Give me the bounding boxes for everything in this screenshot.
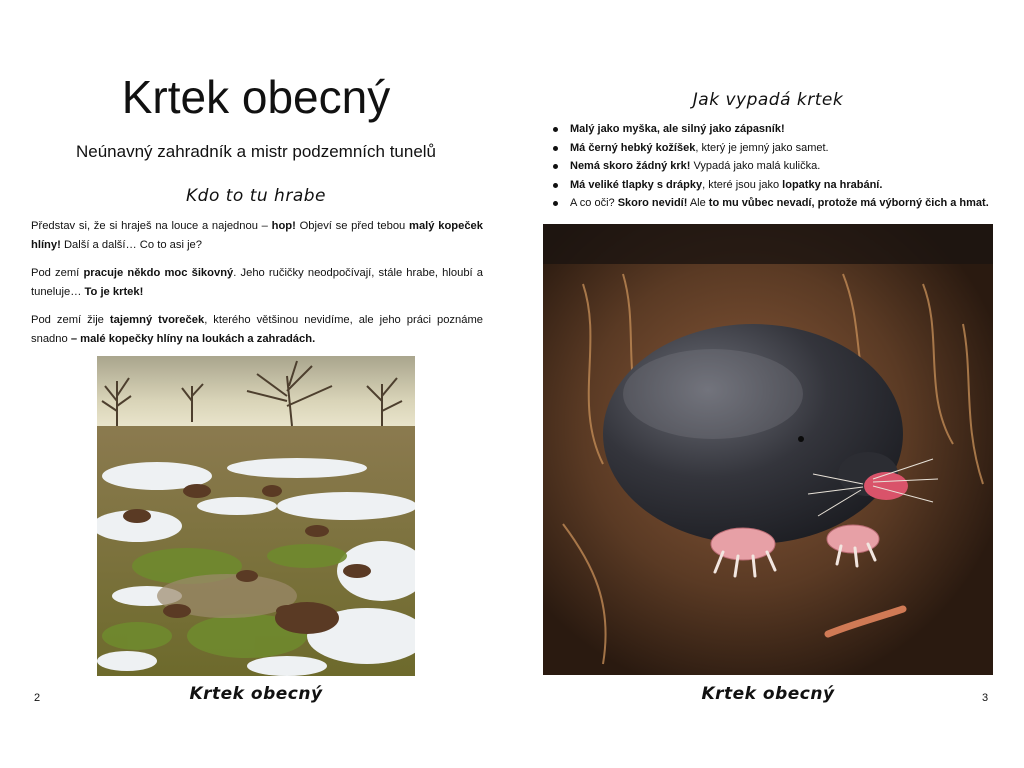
right-page <box>512 0 1024 768</box>
emphasis-text: Má černý hebký kožíšek <box>570 141 696 154</box>
emphasis-text: Má veliké tlapky s drápky <box>570 178 703 191</box>
feature-list-item <box>550 120 1020 139</box>
emphasis-text: Malý jako myška, ale silný jako zápasník! <box>570 123 785 135</box>
feature-list-item <box>550 194 1020 213</box>
intro-paragraph <box>31 217 483 255</box>
text-run: Vypadá jako malá kulička. <box>690 160 821 172</box>
section-heading-appearance: Jak vypadá krtek <box>692 90 844 110</box>
emphasis-text: – malé kopečky hlíny na loukách a zahradách. <box>70 333 316 345</box>
section-heading-who-digs: Kdo to tu hrabe <box>186 186 326 206</box>
text-run: Představ si, že si hraješ na louce a najednou – <box>31 220 272 232</box>
intro-text <box>31 217 483 358</box>
intro-paragraph <box>31 264 483 302</box>
text-run: Ale <box>687 197 709 209</box>
emphasis-text: malý kopeček hlíny! <box>31 220 483 251</box>
emphasis-text: tajemný tvoreček <box>109 314 205 326</box>
emphasis-text: lopatky na hrabání. <box>782 178 883 191</box>
page-title: Krtek obecný <box>121 71 391 123</box>
text-run: Objeví se před tebou <box>295 220 409 232</box>
text-run: , kterého většinou nevidíme, ale jeho práci poznáme snadno <box>31 314 483 345</box>
emphasis-text: hop! <box>271 220 296 232</box>
right-image-caption: Krtek obecný <box>701 684 835 704</box>
feature-list-item <box>550 176 1020 195</box>
page-subtitle: Neúnavný zahradník a mistr podzemních tunelů <box>75 142 437 161</box>
text-run: A co oči? <box>570 197 618 209</box>
page-number-left: 2 <box>34 692 41 704</box>
mole-in-tunnel-image <box>543 224 993 675</box>
text-run: Další a další… Co to asi je? <box>60 239 202 251</box>
page-number-right: 3 <box>982 692 989 704</box>
emphasis-text: Skoro nevidí! <box>617 197 688 209</box>
feature-list-item <box>550 139 1020 158</box>
feature-list-item <box>550 157 1020 176</box>
text-run: , který je jemný jako samet. <box>695 141 829 154</box>
mole-features-list <box>550 120 1020 213</box>
text-run: , které jsou jako <box>702 178 783 191</box>
emphasis-text: to mu vůbec nevadí, protože má výborný čich a hmat. <box>708 197 989 209</box>
emphasis-text: pracuje někdo moc šikovný <box>83 267 234 279</box>
meadow-molehills-image <box>97 356 415 676</box>
text-run: Pod zemí <box>31 267 84 279</box>
emphasis-text: To je krtek! <box>84 286 144 298</box>
left-image-caption: Krtek obecný <box>189 684 323 704</box>
intro-paragraph <box>31 311 483 349</box>
text-run: . Jeho ručičky neodpočívají, stále hrabe, hloubí a tuneluje… <box>31 267 484 298</box>
emphasis-text: Nemá skoro žádný krk! <box>570 160 691 172</box>
text-run: Pod zemí žije <box>31 314 110 326</box>
